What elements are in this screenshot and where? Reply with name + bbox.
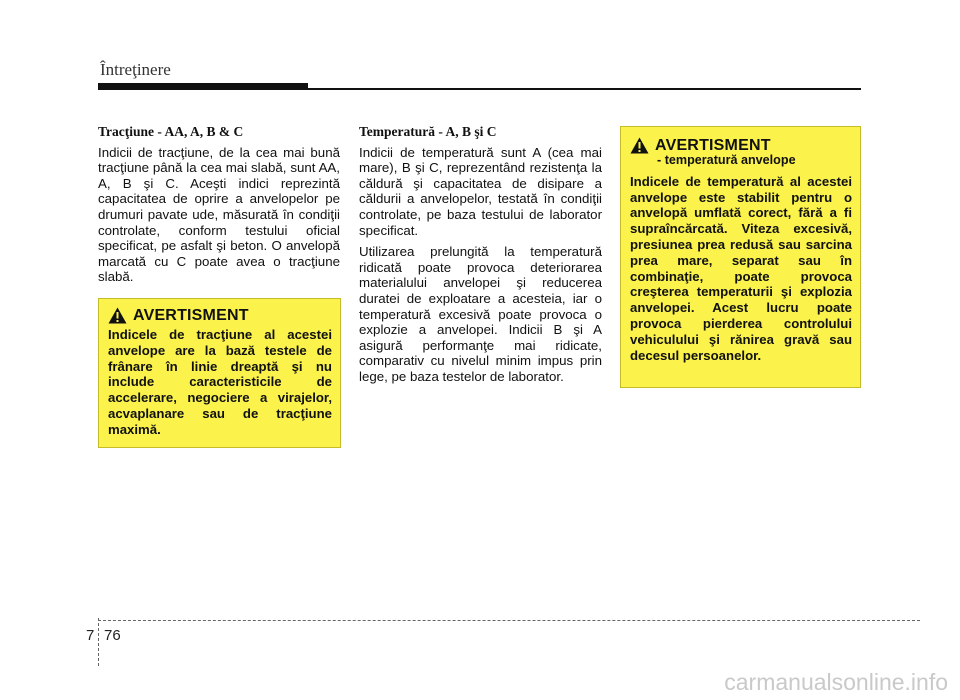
- warning-triangle-icon: [630, 137, 649, 154]
- warning-box-traction: [98, 298, 341, 448]
- warning-subtitle: - temperatură anvelope: [657, 153, 796, 167]
- column-temperature: [359, 124, 602, 391]
- section-heading-traction: Tracţiune - AA, A, B & C: [98, 124, 244, 139]
- warning-title: AVERTISMENT: [133, 306, 249, 324]
- warning-body: Indicele de temperatură al acestei anvelope este stabilit pentru o anvelopă umflată corect, fără a fi supraîncărcată. Viteza excesivă, presiunea prea redusă sau sarcina prea mare, separat sau în combinaţie, poate provoca creşterea temperaturii şi explozia anvelopei. Acest lucru poate provoca pierderea controlului vehiculului şi rănirea gravă sau decesul persoanelor.: [630, 173, 852, 363]
- page-number: 76: [104, 627, 121, 644]
- temperature-paragraph-1: Indicii de temperatură sunt A (cea mai mare), B şi C, reprezentând rezistenţa la căldură şi capacitatea de disipare a căldurii a anvelopelor, testată în condiţii controlate, pe baza testului de laborator specificat.: [359, 144, 602, 238]
- header-rule: [98, 88, 861, 90]
- traction-paragraph: Indicii de tracţiune, de la cea mai bună tracţiune până la cea mai slabă, sunt AA, A, B şi C. Aceşti indici reprezintă capacitatea de oprire a anvelopelor pe drumuri pavate ude, măsurată în condiţii controlate, conform testului oficial specificat, pe asfalt şi beton. O anvelopă marcată cu C poate avea o tracţiune slabă.: [98, 144, 340, 285]
- chapter-number: 7: [86, 627, 95, 644]
- footer-divider: [98, 618, 99, 666]
- warning-body: Indicele de tracţiune al acestei anvelope are la bază testele de frânare în linie dreaptă şi nu include caracteristicile de accelerare, negociere a virajelor, acvaplanare sau de tracţiune maximă.: [108, 327, 332, 437]
- warning-triangle-icon: [108, 307, 127, 324]
- page-header-title: Întreţinere: [100, 60, 171, 79]
- warning-header: [630, 137, 852, 154]
- watermark: carmanualsonline.info: [724, 669, 948, 695]
- footer-rule: [98, 620, 920, 621]
- temperature-paragraph-2: Utilizarea prelungită la temperatură ridicată poate provoca deteriorarea materialului anvelopei şi reducerea duratei de exploatare a acesteia, iar o temperatură excesivă poate provoca o explozie a anvelopei. Indicii B şi A asigură performanţe mai ridicate, comparativ cu nivelul minim impus prin lege, pe baza testelor de laborator.: [359, 244, 602, 384]
- column-traction: [98, 124, 340, 291]
- warning-header: [108, 307, 332, 324]
- section-heading-temperature: Temperatură - A, B şi C: [359, 124, 497, 139]
- warning-box-temperature: [620, 126, 861, 388]
- warning-title: AVERTISMENT: [655, 136, 771, 154]
